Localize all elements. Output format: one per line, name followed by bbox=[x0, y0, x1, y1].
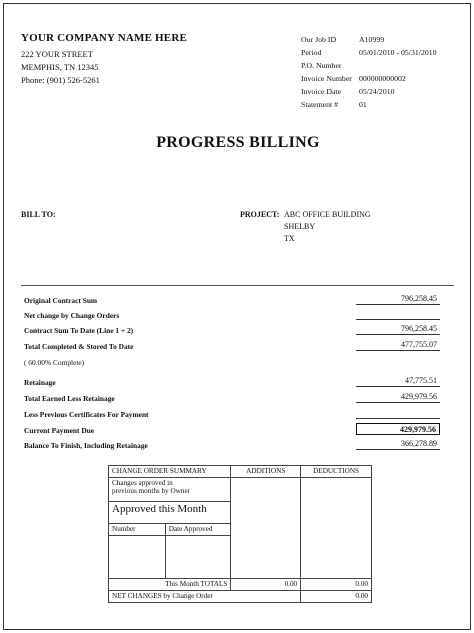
company-phone: Phone: (901) 526-5261 bbox=[21, 75, 100, 85]
header-change-order-summary: CHANGE ORDER SUMMARY bbox=[109, 466, 231, 478]
company-street: 222 YOUR STREET bbox=[21, 49, 93, 59]
change-order-table bbox=[108, 465, 372, 603]
meta-value-statement: 01 bbox=[359, 100, 367, 109]
summary-label-earned-less-retainage: Total Earned Less Retainage bbox=[24, 394, 115, 403]
net-changes-label: NET CHANGES by Change Order bbox=[109, 590, 301, 602]
meta-label-statement: Statement # bbox=[301, 100, 339, 109]
summary-value-net-change bbox=[356, 308, 440, 320]
project-line-county: SHELBY bbox=[284, 222, 316, 231]
previous-months-line-1: Changes approved in bbox=[112, 478, 173, 487]
meta-value-invoice-number: 000000000002 bbox=[359, 74, 406, 83]
previous-months-row bbox=[109, 477, 372, 501]
deductions-column-cell bbox=[301, 477, 372, 578]
summary-label-retainage: Retainage bbox=[24, 378, 56, 387]
summary-label-completed-stored: Total Completed & Stored To Date bbox=[24, 342, 134, 351]
company-city: MEMPHIS, TN 12345 bbox=[21, 62, 99, 72]
summary-value-original-contract: 796,258.45 bbox=[356, 293, 440, 305]
previous-months-line-2: previous months by Owner bbox=[112, 486, 191, 495]
meta-label-invoice-date: Invoice Date bbox=[301, 87, 342, 96]
project-label: PROJECT: bbox=[240, 210, 280, 219]
approved-this-month-label: Approved this Month bbox=[109, 501, 231, 523]
project-line-state: TX bbox=[284, 234, 295, 243]
meta-value-invoice-date: 05/24/2010 bbox=[359, 87, 395, 96]
meta-value-period: 05/01/2010 - 05/31/2010 bbox=[359, 48, 437, 57]
summary-value-completed-stored: 477,755.07 bbox=[356, 339, 440, 351]
summary-value-balance-to-finish: 366,278.89 bbox=[356, 438, 440, 450]
month-totals-label: This Month TOTALS bbox=[109, 579, 231, 591]
meta-label-invoice-number: Invoice Number bbox=[301, 74, 352, 83]
summary-label-percent-complete: ( 60.00% Complete) bbox=[24, 358, 85, 367]
net-changes-value: 0.00 bbox=[301, 590, 372, 602]
meta-label-po-number: P.O. Number bbox=[301, 61, 342, 70]
summary-value-contract-to-date: 796,258.45 bbox=[356, 323, 440, 335]
summary-label-balance-to-finish: Balance To Finish, Including Retainage bbox=[24, 441, 148, 450]
month-totals-additions: 0.00 bbox=[231, 579, 301, 591]
summary-label-contract-to-date: Contract Sum To Date (Line 1 + 2) bbox=[24, 326, 134, 335]
project-line-name: ABC OFFICE BUILDING bbox=[284, 210, 371, 219]
change-order-header-row bbox=[109, 466, 372, 478]
previous-months-label bbox=[109, 477, 231, 501]
month-totals-deductions: 0.00 bbox=[301, 579, 372, 591]
summary-value-retainage: 47,775.51 bbox=[356, 375, 440, 387]
section-divider bbox=[21, 285, 454, 286]
document-title: PROGRESS BILLING bbox=[156, 134, 320, 151]
meta-label-job-id: Our Job ID bbox=[301, 35, 337, 44]
month-totals-row bbox=[109, 579, 372, 591]
summary-value-current-payment: 429,979.56 bbox=[356, 423, 440, 435]
bill-to-label: BILL TO: bbox=[21, 210, 56, 219]
approved-date-cell bbox=[165, 535, 231, 578]
company-name: YOUR COMPANY NAME HERE bbox=[21, 32, 188, 44]
summary-label-previous-certificates: Less Previous Certificates For Payment bbox=[24, 410, 149, 419]
summary-value-previous-certificates bbox=[356, 407, 440, 419]
summary-value-earned-less-retainage: 429,979.56 bbox=[356, 391, 440, 403]
col-date-approved-header: Date Approved bbox=[165, 523, 231, 535]
summary-label-original-contract: Original Contract Sum bbox=[24, 296, 98, 305]
header-additions: ADDITIONS bbox=[231, 466, 301, 478]
additions-column-cell bbox=[231, 477, 301, 578]
meta-value-job-id: A10999 bbox=[359, 35, 385, 44]
summary-label-current-payment: Current Payment Due bbox=[24, 426, 95, 435]
summary-label-net-change: Net change by Change Orders bbox=[24, 311, 120, 320]
approved-number-cell bbox=[109, 535, 166, 578]
net-changes-row bbox=[109, 590, 372, 602]
col-number-header: Number bbox=[109, 523, 166, 535]
header-deductions: DEDUCTIONS bbox=[301, 466, 372, 478]
billing-page bbox=[3, 3, 471, 630]
meta-label-period: Period bbox=[301, 48, 322, 57]
